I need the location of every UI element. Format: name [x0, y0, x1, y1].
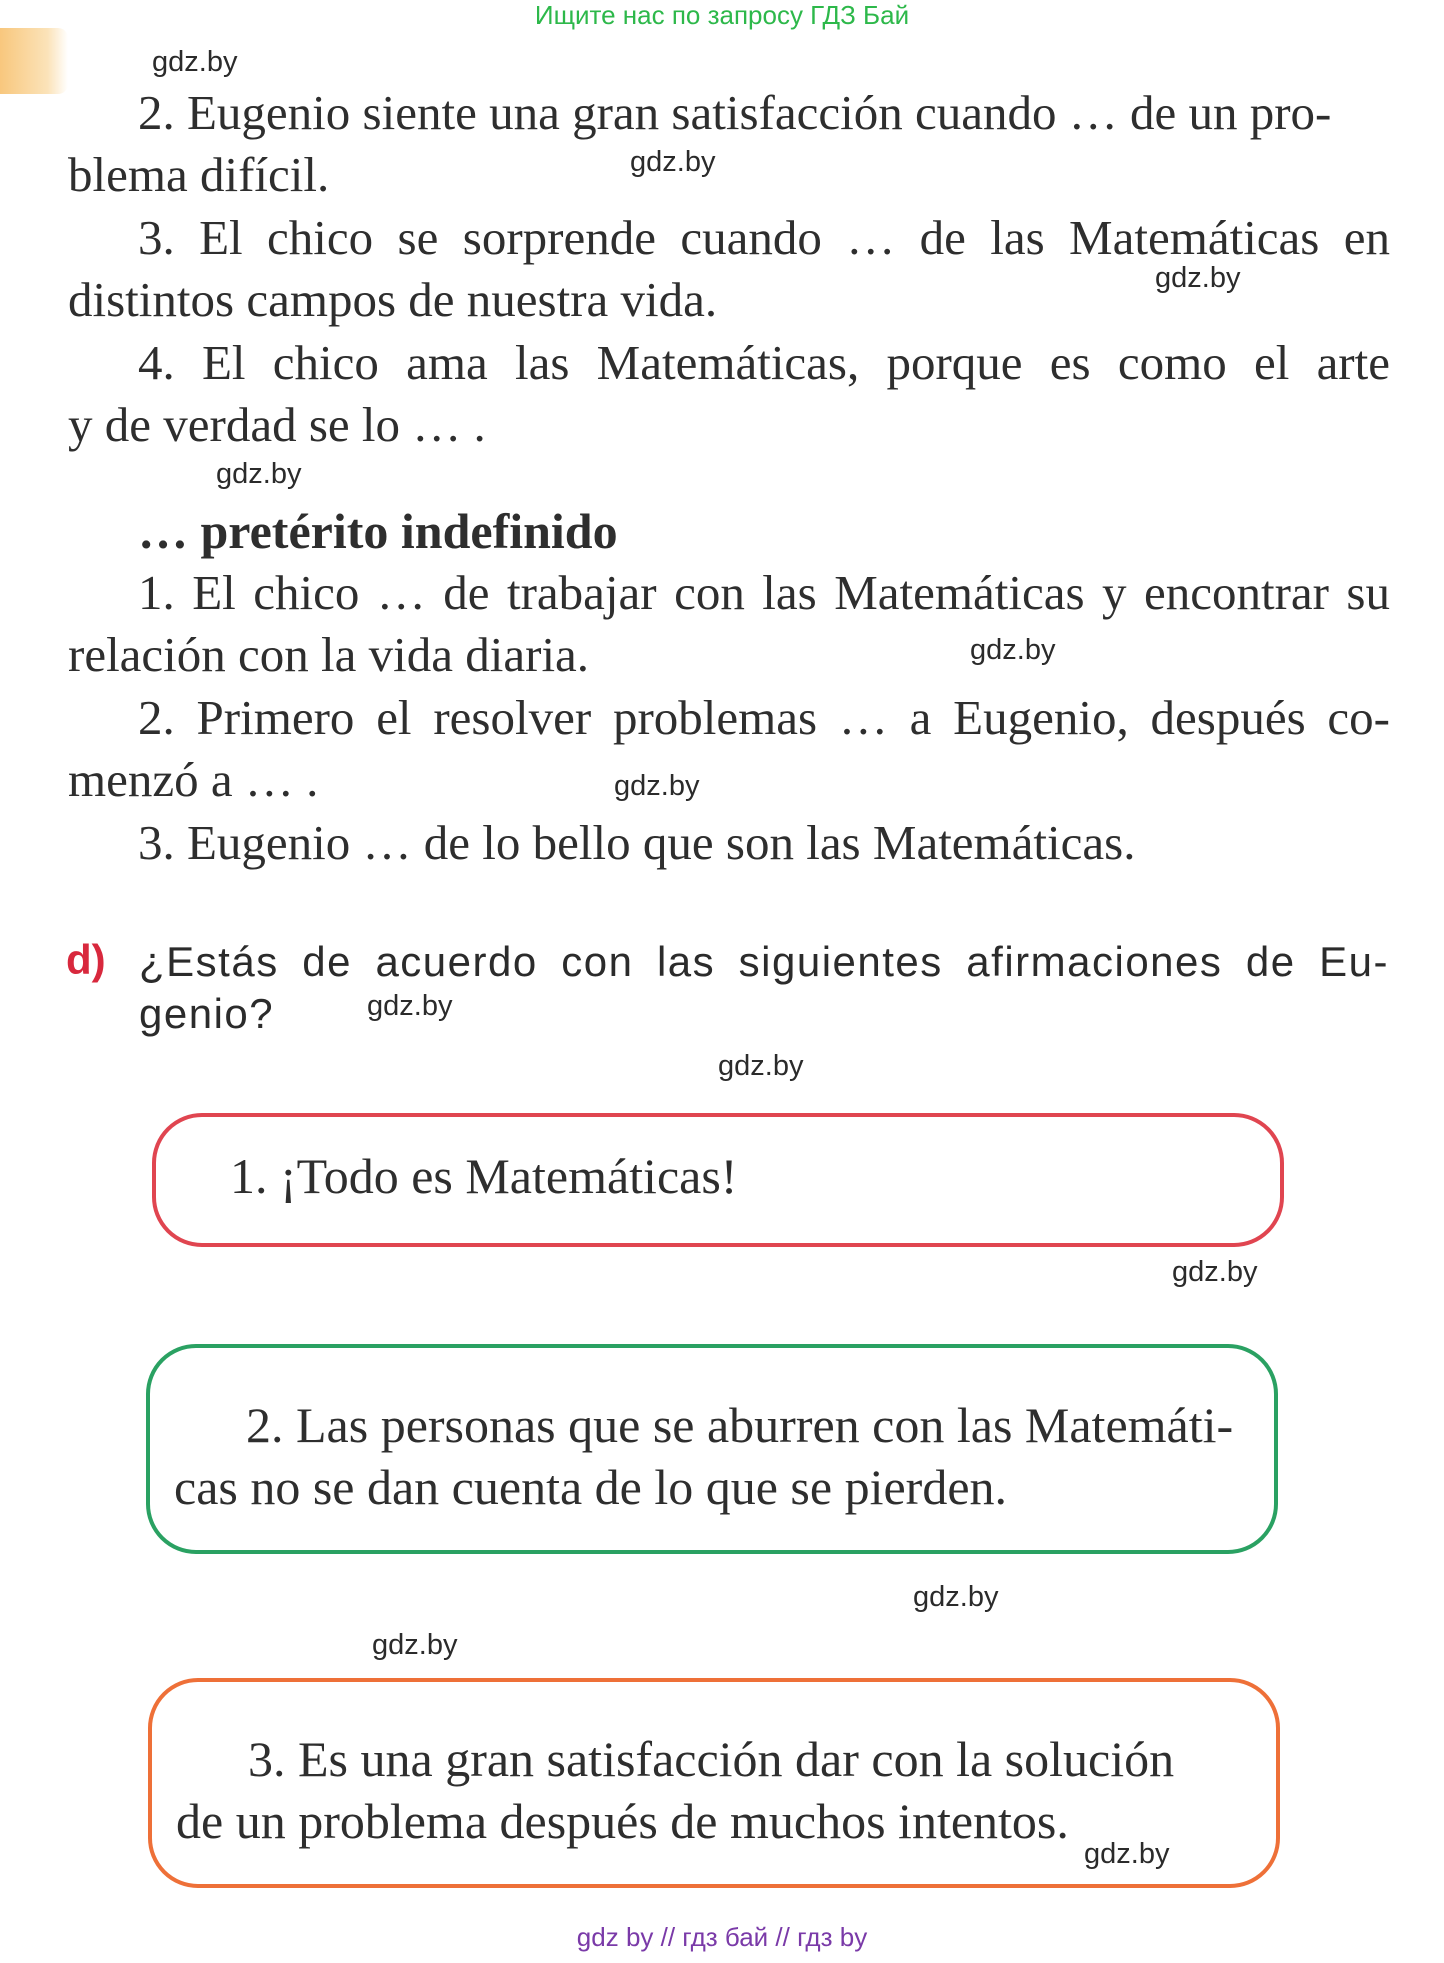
statement-text: 1. ¡Todo es Matemáticas!: [230, 1148, 738, 1204]
exercise-line: menzó a … .: [68, 752, 319, 807]
section-heading: … pretérito indefinido: [138, 503, 618, 559]
top-banner[interactable]: Ищите нас по запросу ГДЗ Бай: [534, 0, 910, 30]
watermark: gdz.by: [630, 146, 716, 178]
watermark: gdz.by: [1172, 1256, 1258, 1288]
exercise-line: 4. El chico ama las Matemáticas, porque es como el arte: [138, 335, 1390, 390]
statement-box-2: [146, 1344, 1278, 1554]
statement-text: 2. Las personas que se aburren con las Matemáti-: [246, 1397, 1234, 1453]
statement-text: 3. Es una gran satisfacción dar con la solución: [248, 1731, 1175, 1787]
watermark: gdz.by: [1155, 262, 1241, 294]
exercise-line: 2. Eugenio siente una gran satisfacción cuando … de un pro-: [138, 85, 1332, 140]
statement-text: de un problema después de muchos intentos.: [176, 1793, 1069, 1849]
exercise-line: 3. El chico se sorprende cuando … de las Matemáticas en: [138, 210, 1390, 265]
watermark: gdz.by: [1084, 1838, 1170, 1870]
exercise-line: blema difícil.: [68, 147, 330, 202]
exercise-line: 2. Primero el resolver problemas … a Eugenio, después co-: [138, 690, 1390, 745]
task-d-label: d): [66, 936, 106, 983]
watermark: gdz.by: [216, 458, 302, 490]
task-d-question: genio?: [139, 990, 275, 1037]
watermark: gdz.by: [913, 1581, 999, 1613]
exercise-line: y de verdad se lo … .: [68, 397, 486, 452]
watermark: gdz.by: [614, 770, 700, 802]
statement-box-3: [148, 1678, 1280, 1888]
watermark: gdz.by: [372, 1629, 458, 1661]
footer-links[interactable]: gdz by // гдз бай // гдз by: [576, 1922, 868, 1952]
exercise-line: relación con la vida diaria.: [68, 627, 590, 682]
statement-box-1: [152, 1113, 1284, 1247]
exercise-line: 1. El chico … de trabajar con las Matemáticas y encontrar su: [138, 565, 1390, 620]
task-d-question: ¿Estás de acuerdo con las siguientes afirmaciones de Eu-: [139, 938, 1389, 985]
watermark: gdz.by: [970, 634, 1056, 666]
page-corner-tab: [0, 28, 68, 94]
watermark: gdz.by: [152, 46, 238, 78]
watermark: gdz.by: [718, 1050, 804, 1082]
exercise-line: distintos campos de nuestra vida.: [68, 272, 718, 327]
watermark: gdz.by: [367, 990, 453, 1022]
exercise-line: 3. Eugenio … de lo bello que son las Matemáticas.: [138, 815, 1136, 870]
statement-text: cas no se dan cuenta de lo que se pierden.: [174, 1459, 1008, 1515]
